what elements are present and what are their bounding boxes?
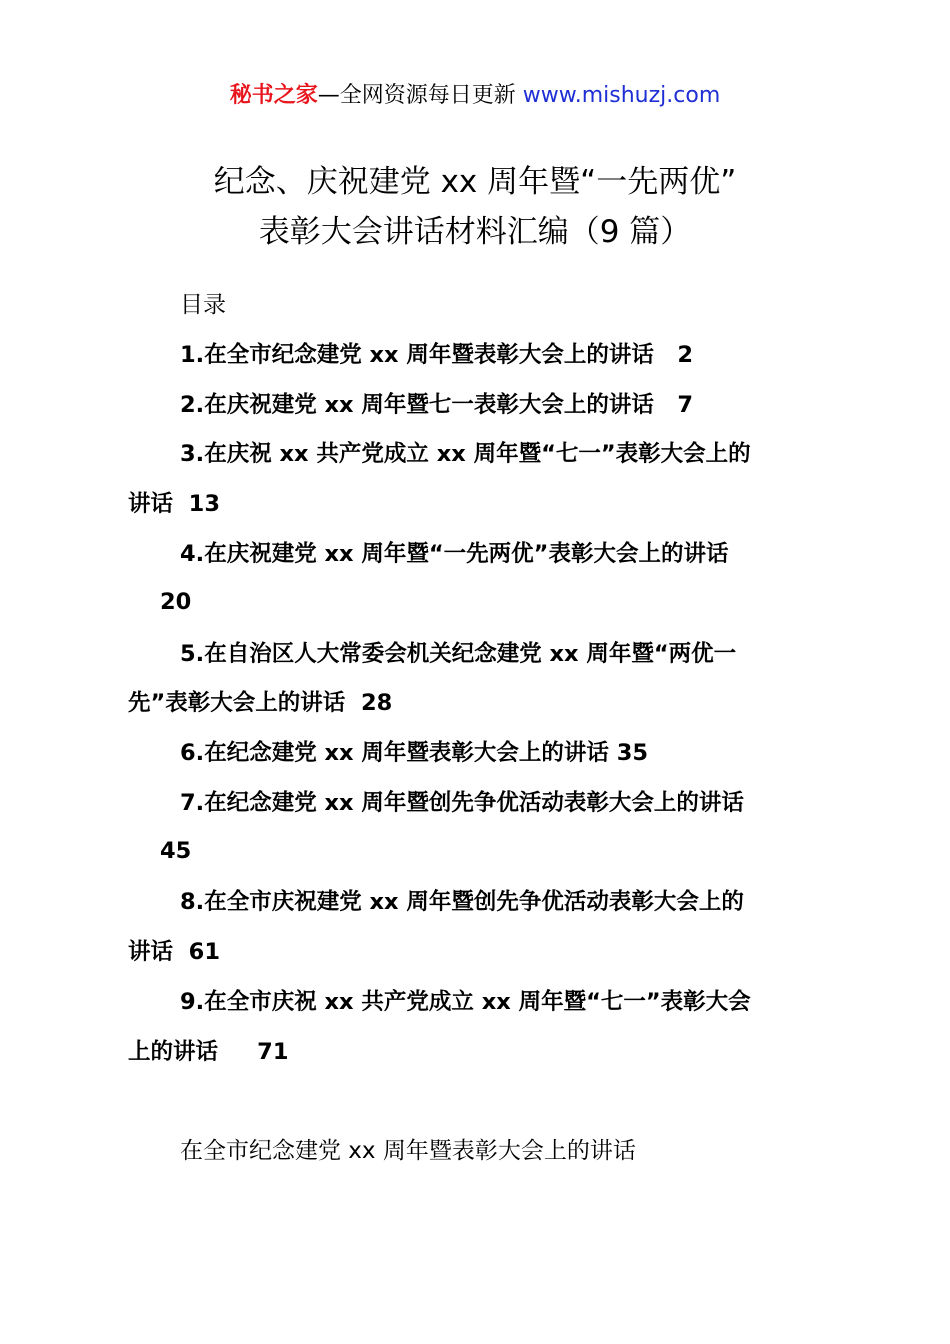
toc-heading: 目录 bbox=[180, 292, 226, 318]
toc-entry-5-cont[interactable]: 先”表彰大会上的讲话 28 bbox=[128, 690, 393, 716]
toc-entry-4-cont[interactable]: 20 bbox=[160, 589, 192, 615]
toc-entry-7[interactable]: 7.在纪念建党 xx 周年暨创先争优活动表彰大会上的讲话 bbox=[180, 790, 744, 816]
site-url-link[interactable]: www.mishuzj.com bbox=[522, 83, 721, 108]
site-tagline: —全网资源每日更新 bbox=[317, 83, 523, 108]
toc-entry-7-cont[interactable]: 45 bbox=[160, 838, 192, 864]
toc-entry-2[interactable]: 2.在庆祝建党 xx 周年暨七一表彰大会上的讲话 7 bbox=[180, 392, 694, 418]
document-title-line-1: 纪念、庆祝建党 xx 周年暨“一先两优” bbox=[213, 164, 737, 200]
toc-entry-5[interactable]: 5.在自治区人大常委会机关纪念建党 xx 周年暨“两优一 bbox=[180, 641, 737, 667]
toc-entry-3-cont[interactable]: 讲话 13 bbox=[128, 491, 220, 517]
site-brand: 秘书之家 bbox=[229, 83, 318, 108]
document-title-line-2: 表彰大会讲话材料汇编（9 篇） bbox=[258, 214, 692, 250]
toc-entry-6[interactable]: 6.在纪念建党 xx 周年暨表彰大会上的讲话 35 bbox=[180, 740, 649, 766]
toc-entry-4[interactable]: 4.在庆祝建党 xx 周年暨“一先两优”表彰大会上的讲话 bbox=[180, 541, 729, 567]
site-header bbox=[0, 78, 950, 114]
toc-entry-8-cont[interactable]: 讲话 61 bbox=[128, 939, 220, 965]
toc-entry-3[interactable]: 3.在庆祝 xx 共产党成立 xx 周年暨“七一”表彰大会上的 bbox=[180, 441, 751, 467]
toc-entry-1[interactable]: 1.在全市纪念建党 xx 周年暨表彰大会上的讲话 2 bbox=[180, 342, 694, 368]
section-heading: 在全市纪念建党 xx 周年暨表彰大会上的讲话 bbox=[180, 1138, 636, 1164]
toc-entry-8[interactable]: 8.在全市庆祝建党 xx 周年暨创先争优活动表彰大会上的 bbox=[180, 889, 744, 915]
toc-entry-9-cont[interactable]: 上的讲话 71 bbox=[128, 1039, 289, 1065]
toc-entry-9[interactable]: 9.在全市庆祝 xx 共产党成立 xx 周年暨“七一”表彰大会 bbox=[180, 989, 751, 1015]
